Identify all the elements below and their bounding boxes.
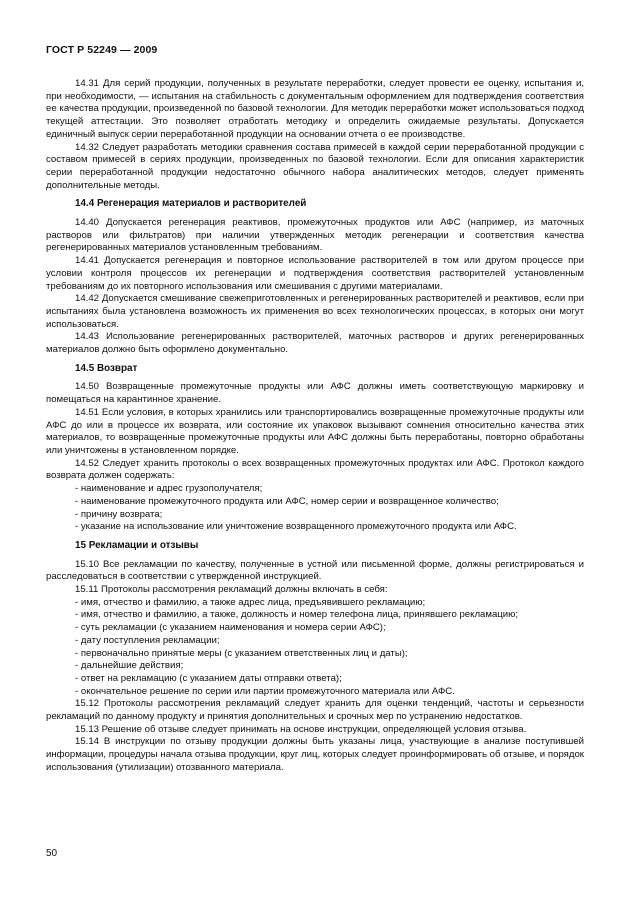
- paragraph-14-31: 14.31 Для серий продукции, полученных в результате переработки, следует провести ее оценку, испытания и, при необходимости, — испытания на стабильность с документальным оформлением для подтверждения соответствия ее качества продукции, произведенной по базовой технологии. Для методик переработки может использоваться подход текущей аттестации. Это позволяет отработать методику и определить ожидаемые результаты. Допускается единичный выпуск серии переработанной продукции на основании отчета о ее производстве.: [46, 78, 584, 140]
- list-item: - ответ на рекламацию (с указанием даты отправки ответа);: [75, 672, 342, 684]
- section-heading-14-4: 14.4 Регенерация материалов и растворителей: [75, 198, 307, 210]
- paragraph-15-11: 15.11 Протоколы рассмотрения рекламаций должны включать в себя:: [75, 584, 388, 596]
- document-body: [46, 78, 584, 775]
- paragraph-14-50: 14.50 Возвращенные промежуточные продукты или АФС должны иметь соответствующую маркировку и помещаться на карантинное хранение.: [46, 381, 584, 406]
- list-item: - суть рекламации (с указанием наименования и номера серии АФС);: [75, 622, 386, 634]
- paragraph-15-10: 15.10 Все рекламации по качеству, полученные в устной или письменной форме, должны регистрироваться и расследоваться в соответствии с утвержденной инструкцией.: [46, 558, 584, 583]
- paragraph-15-14: 15.14 В инструкции по отзыву продукции должны быть указаны лица, участвующие в анализе поступившей информации, процедуры начала отзыва продукции, круг лиц, которых следует проинформировать об отзыве, и порядок использования (утилизации) отозванного материала.: [46, 736, 584, 773]
- paragraph-15-12: 15.12 Протоколы рассмотрения рекламаций следует хранить для оценки тенденций, частоты и серьезности рекламаций по данному продукту и принятия дополнительных и срочных мер по устранению недостатков.: [46, 698, 584, 723]
- paragraph-14-51: 14.51 Если условия, в которых хранились или транспортировались возвращенные промежуточные продукты или АФС до или в процессе их возврата, или состояние их упаковок вызывают сомнения относительно качества этих материалов, то возвращенные промежуточные продукты или АФС должны быть переработаны, повторно обработаны или уничтожены в установленном порядке.: [46, 406, 584, 456]
- paragraph-14-41: 14.41 Допускается регенерация и повторное использование растворителей в том или другом процессе при условии контроля процессов их регенерации и подтверждения соответствия растворителей установленным требованиям до их повторного использования или смешивания с другими материалами.: [46, 255, 584, 292]
- paragraph-14-52: 14.52 Следует хранить протоколы о всех возвращенных промежуточных продуктах или АФС. Протокол каждого возврата должен содержать:: [46, 457, 584, 482]
- paragraph-14-40: 14.40 Допускается регенерация реактивов, промежуточных продуктов или АФС (например, из маточных растворов или фильтратов) при наличии утвержденных методик регенерации и соответствия качества регенерированных материалов установленным требованиям.: [46, 217, 584, 254]
- page-number: 50: [46, 848, 58, 859]
- paragraph-14-32: 14.32 Следует разработать методики сравнения состава примесей в каждой серии переработанной продукции с составом примесей в сериях продукции, произведенных по базовой технологии. Если для описания характеристик серии переработанной продукции недостаточно обычного набора аналитических методов, следует применять дополнительные методы.: [46, 141, 584, 191]
- list-item: - имя, отчество и фамилию, а также адрес лица, предъявившего рекламацию;: [75, 596, 426, 608]
- list-item: - указание на использование или уничтожение возвращенного промежуточного продукта или АФС.: [75, 521, 517, 533]
- paragraph-14-43: 14.43 Использование регенерированных растворителей, маточных растворов и других регенерированных материалов должно быть оформлено документально.: [46, 331, 584, 356]
- list-item: - дальнейшие действия;: [75, 660, 184, 672]
- section-heading-14-5: 14.5 Возврат: [75, 362, 138, 374]
- list-item: - наименование промежуточного продукта или АФС, номер серии и возвращенное количество;: [75, 495, 499, 507]
- document-header: ГОСТ Р 52249 — 2009: [46, 44, 158, 56]
- paragraph-15-13: 15.13 Решение об отзыве следует принимать на основе инструкции, определяющей условия отзыва.: [75, 723, 527, 735]
- list-item: - первоначально принятые меры (с указанием ответственных лиц и даты);: [75, 647, 408, 659]
- paragraph-14-42: 14.42 Допускается смешивание свежеприготовленных и регенерированных растворителей и реактивов, если при испытаниях была установлена возможность их применения во всех технологических процессах, в которых они могут использоваться.: [46, 293, 584, 330]
- list-item: - окончательное решение по серии или партии промежуточного материала или АФС.: [75, 685, 455, 697]
- list-item: - наименование и адрес грузополучателя;: [75, 483, 263, 495]
- list-item: - дату поступления рекламации;: [75, 634, 220, 646]
- list-item: - причину возврата;: [75, 508, 163, 520]
- section-heading-15: 15 Рекламации и отзывы: [75, 539, 199, 551]
- list-item: - имя, отчество и фамилию, а также, должность и номер телефона лица, принявшего рекламацию;: [75, 609, 519, 621]
